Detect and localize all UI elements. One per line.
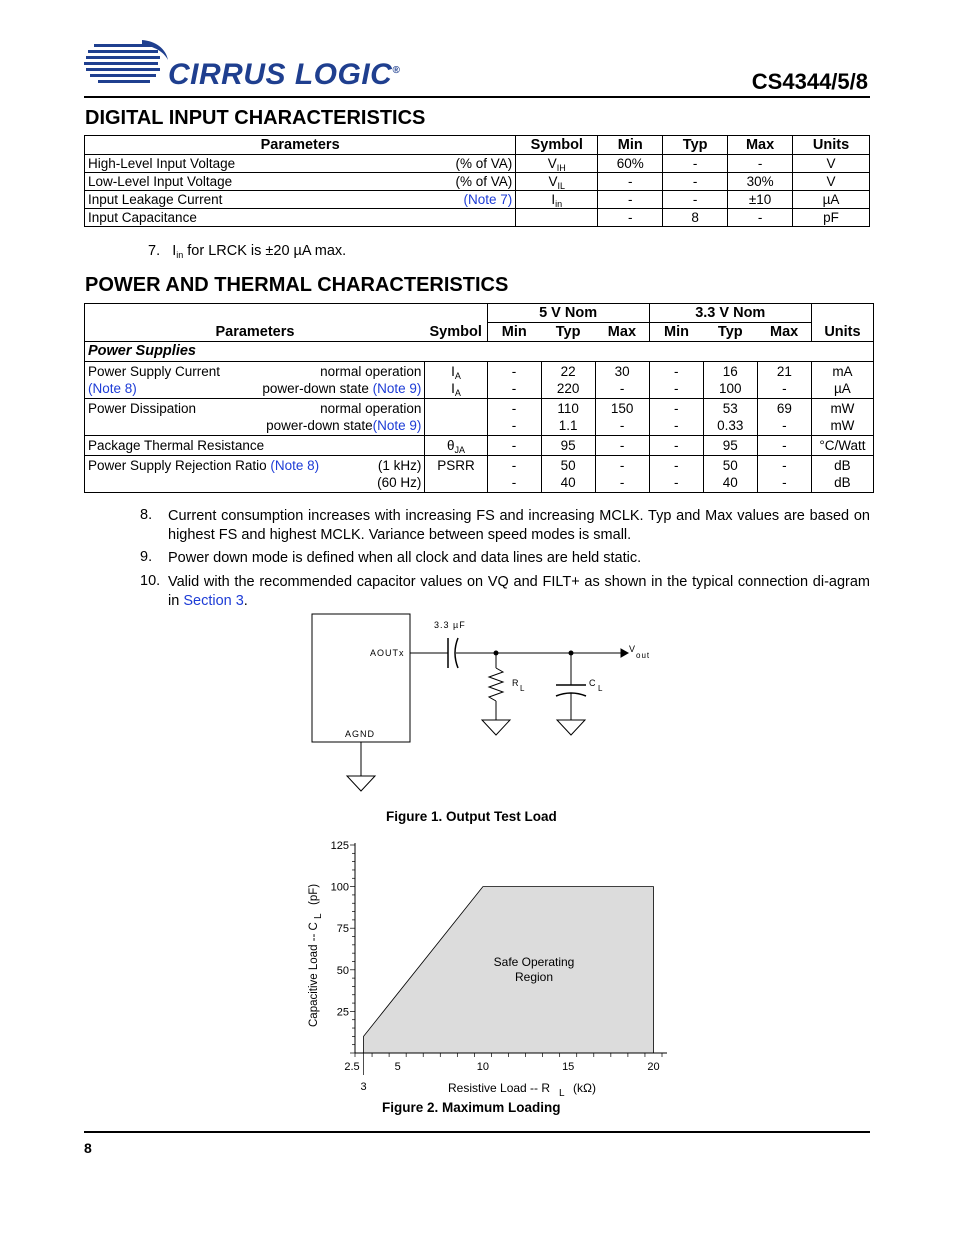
x-axis-label: Resistive Load -- R <box>448 1081 551 1095</box>
typ-cell: 8 <box>663 209 728 227</box>
param-cell <box>85 155 516 173</box>
note-9-text: Power down mode is defined when all clock and data lines are held static. <box>168 550 642 566</box>
note-8-text: Current consumption increases with increasing FS and increasing MCLK. Typ and Max values are based on highest FS and highest MCLK. Variance between speed modes is small. <box>168 508 870 543</box>
condition-label: (% of VA) <box>455 174 513 189</box>
x-axis-label-unit: (kΩ) <box>573 1081 596 1095</box>
max-cell: ±10 <box>728 191 793 209</box>
x-tick-label: 10 <box>476 1061 490 1073</box>
region-label: Safe Operating <box>493 955 575 969</box>
symbol-cell <box>425 399 487 436</box>
note-9-link[interactable]: (Note 9) <box>372 381 422 396</box>
units-cell: mA µA <box>811 362 873 399</box>
param-cell <box>85 456 425 493</box>
digital-input-title: DIGITAL INPUT CHARACTERISTICS <box>85 107 426 129</box>
condition-label: (1 kHz) <box>377 458 422 473</box>
y-axis-label-sub: L <box>313 913 324 919</box>
param-label: Power Dissipation <box>88 401 197 416</box>
symbol: V <box>548 174 558 189</box>
note-10-body: Valid with the recommended capacitor values on VQ and FILT+ as shown in the typical connection di-agram in <box>168 574 870 609</box>
units-cell: V <box>793 173 870 191</box>
header-symbol: Symbol <box>425 304 487 342</box>
param-cell <box>85 209 516 227</box>
units-cell: pF <box>793 209 870 227</box>
typ-cell: 50 40 <box>703 456 757 493</box>
header-min: Min <box>487 323 541 342</box>
max-cell: 21 - <box>757 362 811 399</box>
table-row <box>85 399 874 436</box>
ground-symbol <box>557 720 585 735</box>
min-cell: - - <box>487 399 541 436</box>
y-axis-label-unit: (pF) <box>308 883 320 905</box>
min-cell: - <box>598 173 663 191</box>
digital-input-table <box>84 135 870 227</box>
param-label: Low-Level Input Voltage <box>88 174 233 189</box>
symbol: V <box>547 156 557 171</box>
condition-label: (% of VA) <box>455 156 513 171</box>
max-cell: - <box>757 436 811 456</box>
x-tick-label: 5 <box>394 1061 401 1073</box>
output-test-load-schematic <box>300 608 670 798</box>
typ-cell: 22 220 <box>541 362 595 399</box>
units-cell: dB dB <box>811 456 873 493</box>
vout-label: V <box>629 644 637 654</box>
condition-label: power-down state <box>266 418 373 433</box>
max-cell: 150 - <box>595 399 649 436</box>
symbol-cell <box>516 173 598 191</box>
header-units: Units <box>811 304 873 342</box>
typ-cell: - <box>663 173 728 191</box>
header-symbol: Symbol <box>516 136 598 155</box>
y-tick-label: 100 <box>330 881 349 894</box>
header-max: Max <box>728 136 793 155</box>
note-text: for LRCK is ±20 µA max. <box>183 243 347 259</box>
header-parameters: Parameters <box>85 136 516 155</box>
table-row <box>85 362 874 399</box>
y-tick-label: 125 <box>330 840 349 852</box>
header-5v-nom: 5 V Nom <box>487 304 649 323</box>
note-symbol: I <box>172 243 177 259</box>
company-logo-text: CIRRUS LOGIC® <box>168 58 401 91</box>
condition-label: normal operation <box>320 401 422 416</box>
region-label: Region <box>514 970 554 984</box>
section-3-link[interactable]: Section 3 <box>183 592 244 609</box>
x-tick-label: 2.5 <box>344 1061 360 1073</box>
x-tick-label: 20 <box>647 1061 660 1073</box>
min-cell: 60% <box>598 155 663 173</box>
device-box <box>312 614 410 742</box>
max-cell: - - <box>757 456 811 493</box>
min-cell: - <box>598 191 663 209</box>
header-max: Max <box>757 323 811 342</box>
junction-dot <box>494 651 499 656</box>
agnd-label: AGND <box>345 729 376 739</box>
header-min: Min <box>649 323 703 342</box>
max-cell: 30% <box>728 173 793 191</box>
figure-1-caption: Figure 1. Output Test Load <box>386 809 557 824</box>
symbol-cell: PSRR <box>425 456 487 493</box>
min-cell: - - <box>649 362 703 399</box>
symbol-sub: A <box>454 371 461 381</box>
table-row <box>85 209 870 227</box>
param-cell <box>85 362 425 399</box>
units-cell: °C/Watt <box>811 436 873 456</box>
param-label: Input Capacitance <box>88 210 197 225</box>
condition-label: power-down state <box>262 381 373 396</box>
symbol-cell <box>425 362 487 399</box>
typ-cell: 50 40 <box>541 456 595 493</box>
param-label: Input Leakage Current <box>88 192 223 207</box>
note-7 <box>148 243 346 259</box>
power-thermal-table <box>84 303 874 493</box>
safe-operating-region <box>364 887 654 1053</box>
max-cell: 69 - <box>757 399 811 436</box>
cirrus-logo-mark <box>84 38 170 88</box>
header-units: Units <box>793 136 870 155</box>
cl-label: C <box>589 678 597 688</box>
figure-2-caption: Figure 2. Maximum Loading <box>382 1100 561 1115</box>
resistor-zigzag <box>489 668 503 701</box>
max-cell: - <box>728 155 793 173</box>
symbol: θ <box>446 438 455 453</box>
units-cell: mW mW <box>811 399 873 436</box>
condition-label: normal operation <box>320 364 422 379</box>
note-10-number: 10. <box>140 573 161 589</box>
typ-cell: 110 1.1 <box>541 399 595 436</box>
note-8-number: 8. <box>140 507 153 523</box>
param-cell: Package Thermal Resistance <box>85 436 425 456</box>
param-cell <box>85 173 516 191</box>
typ-cell: 16 100 <box>703 362 757 399</box>
typ-cell: 53 0.33 <box>703 399 757 436</box>
min-cell: - - <box>649 456 703 493</box>
y-tick-label: 50 <box>336 964 349 977</box>
table-row <box>85 173 870 191</box>
note-10-end: . <box>243 592 248 609</box>
cl-sub: L <box>598 684 604 693</box>
note-number: 7. <box>148 243 161 259</box>
section-row <box>85 342 874 362</box>
symbol: I <box>451 381 455 396</box>
symbol-sub: A <box>454 388 461 398</box>
aout-label: AOUTx <box>370 648 405 658</box>
typ-cell: 95 <box>541 436 595 456</box>
table-row <box>85 155 870 173</box>
symbol-cell <box>516 155 598 173</box>
symbol-sub: JA <box>454 445 465 455</box>
note-8-link[interactable]: (Note 8) <box>88 381 137 396</box>
min-cell: - - <box>649 399 703 436</box>
footer-rule <box>84 1131 870 1133</box>
x-extra-tick-label: 3 <box>360 1081 367 1093</box>
header-3v3-nom: 3.3 V Nom <box>649 304 811 323</box>
symbol-cell <box>516 191 598 209</box>
symbol-sub: in <box>555 199 563 209</box>
header-min: Min <box>598 136 663 155</box>
header-rule <box>84 96 870 98</box>
symbol-sub: IL <box>557 181 566 191</box>
y-axis-label-group <box>308 884 324 1027</box>
part-number: CS4344/5/8 <box>751 69 868 94</box>
rl-sub: L <box>520 684 526 693</box>
table-header-row <box>85 304 874 323</box>
param-label: High-Level Input Voltage <box>88 156 236 171</box>
typ-cell: 95 <box>703 436 757 456</box>
min-cell: - <box>487 436 541 456</box>
typ-cell: - <box>663 191 728 209</box>
max-cell: - <box>595 436 649 456</box>
y-axis-label: Capacitive Load -- C <box>308 922 320 1027</box>
x-axis-label-sub: L <box>559 1088 565 1099</box>
y-tick-label: 75 <box>336 923 349 936</box>
symbol-sub: IH <box>556 163 566 173</box>
header-typ: Typ <box>703 323 757 342</box>
symbol: I <box>451 364 455 379</box>
param-label: Power Supply Current <box>88 364 221 379</box>
vout-arrowhead <box>621 649 628 657</box>
max-cell: - - <box>595 456 649 493</box>
note-10-text <box>168 573 870 610</box>
min-cell: - <box>649 436 703 456</box>
y-tick-label: 25 <box>336 1006 349 1019</box>
symbol-cell <box>425 436 487 456</box>
max-cell: 30 - <box>595 362 649 399</box>
param-label: Power Supply Rejection Ratio <box>88 458 271 473</box>
header-typ: Typ <box>541 323 595 342</box>
units-cell: V <box>793 155 870 173</box>
capacitor-value-label: 3.3 µF <box>434 620 466 630</box>
symbol-cell <box>516 209 598 227</box>
ground-symbol <box>482 720 510 735</box>
section-label: Power Supplies <box>85 342 874 362</box>
max-cell: - <box>728 209 793 227</box>
note-7-link[interactable]: (Note 7) <box>463 192 513 207</box>
typ-cell: - <box>663 155 728 173</box>
rl-label: R <box>512 678 520 688</box>
param-cell <box>85 399 425 436</box>
units-cell: µA <box>793 191 870 209</box>
param-cell <box>85 191 516 209</box>
note-8-link[interactable]: (Note 8) <box>270 458 320 473</box>
x-tick-label: 15 <box>562 1061 575 1073</box>
min-cell: - - <box>487 456 541 493</box>
table-row <box>85 191 870 209</box>
note-9-link[interactable]: (Note 9) <box>372 418 422 433</box>
condition-label: (60 Hz) <box>377 475 422 490</box>
symbol: I <box>551 192 556 207</box>
junction-dot <box>569 651 574 656</box>
table-row <box>85 456 874 493</box>
power-thermal-title: POWER AND THERMAL CHARACTERISTICS <box>85 274 509 296</box>
note-symbol-sub: in <box>176 250 184 260</box>
page-number: 8 <box>84 1140 92 1156</box>
note-9-number: 9. <box>140 549 153 565</box>
vout-sub: out <box>636 651 651 660</box>
header-parameters: Parameters <box>85 304 425 342</box>
min-cell: - - <box>487 362 541 399</box>
header-typ: Typ <box>663 136 728 155</box>
ground-symbol <box>347 776 375 791</box>
maximum-loading-chart <box>300 835 680 1100</box>
header-max: Max <box>595 323 649 342</box>
table-header-row <box>85 136 870 155</box>
min-cell: - <box>598 209 663 227</box>
table-row <box>85 436 874 456</box>
